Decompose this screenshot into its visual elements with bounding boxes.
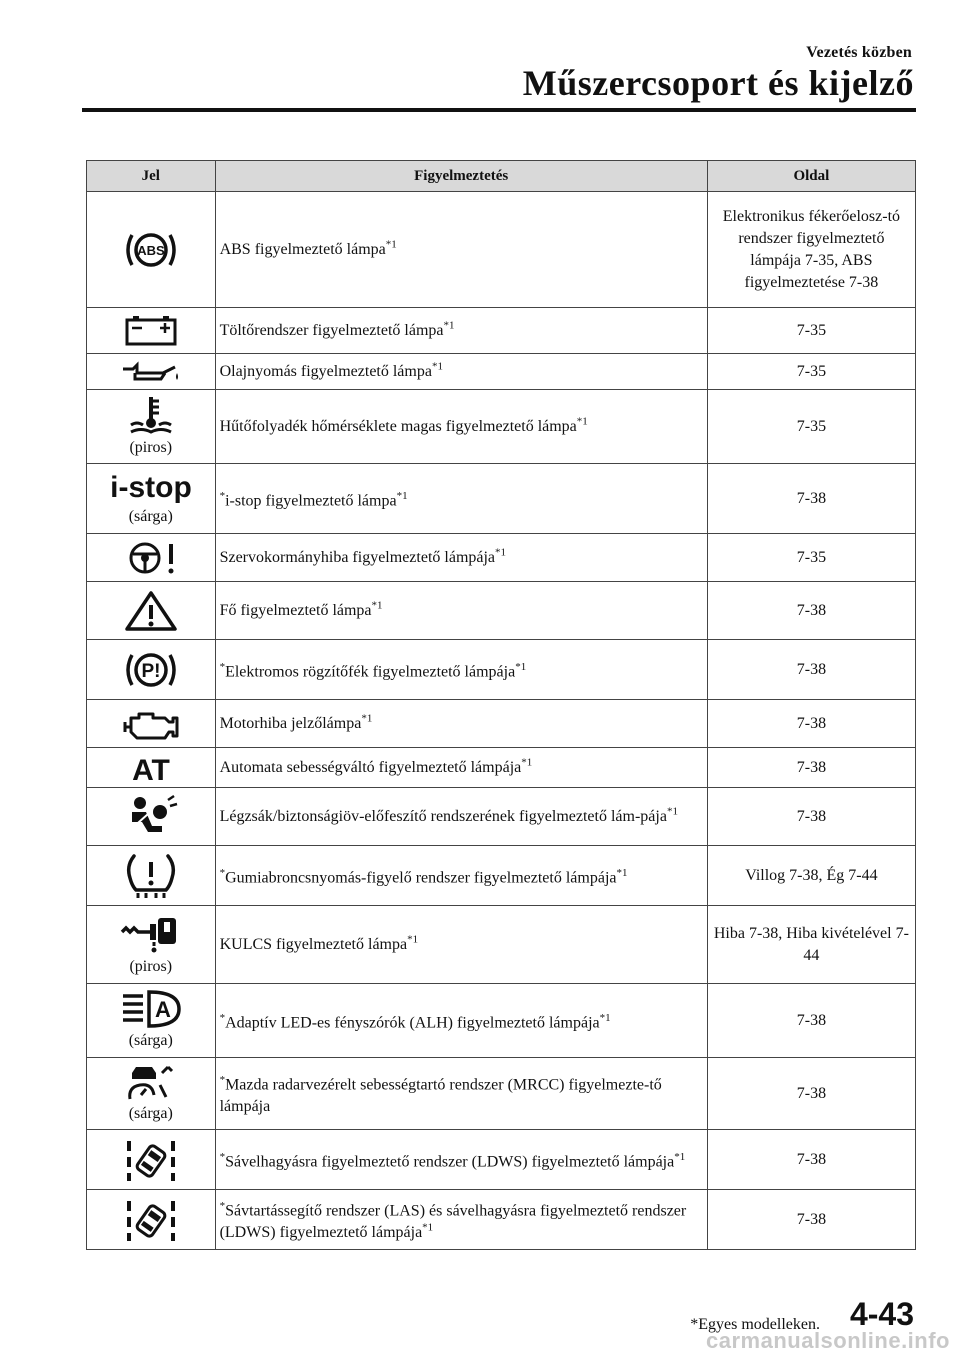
warning-text: Sávelhagyásra figyelmeztető rendszer (LDWS) figyelmeztető lámpája: [225, 1153, 675, 1171]
footnote-ref: *1: [495, 546, 507, 559]
table-row: [87, 700, 916, 748]
table-row: [87, 192, 916, 308]
footnote-ref: *1: [361, 712, 373, 725]
warning-text: Automata sebességváltó figyelmeztető lámpája: [219, 758, 522, 776]
section-label: Vezetés közben: [806, 44, 912, 61]
table-row: [87, 582, 916, 640]
page-reference: 7-38: [707, 582, 915, 640]
model-asterisk: *: [219, 1199, 226, 1212]
header-divider: [82, 108, 916, 112]
oil-pressure-icon: [119, 361, 183, 383]
automatic-transmission-icon: [123, 753, 179, 787]
abs-warning-icon: [119, 227, 183, 273]
lamp-color-note: (sárga): [128, 507, 173, 525]
footnote-ref: *1: [371, 599, 383, 612]
table-row: [87, 748, 916, 788]
warning-text: Olajnyomás figyelmeztető lámpa: [219, 362, 432, 380]
table-row: [87, 1058, 916, 1130]
page-reference: 7-38: [707, 1190, 915, 1250]
table-row: [87, 354, 916, 390]
radar-cruise-control-icon: [122, 1063, 180, 1101]
footnote-ref: *1: [599, 1011, 611, 1024]
footnote-ref: *1: [674, 1150, 686, 1163]
warning-text: Motorhiba jelzőlámpa: [219, 714, 362, 732]
electric-parking-brake-icon: [119, 647, 183, 693]
footnote-ref: *1: [576, 415, 588, 428]
model-asterisk: *: [219, 489, 226, 502]
battery-charging-icon: [123, 314, 179, 348]
power-steering-icon: [123, 540, 179, 576]
airbag-seatbelt-pretensioner-icon: [122, 794, 180, 840]
table-row: [87, 1190, 916, 1250]
page-reference: 7-35: [707, 354, 915, 390]
watermark: carmanualsonline.info: [706, 1328, 950, 1353]
column-header-symbol: Jel: [87, 161, 216, 192]
warning-text: Fő figyelmeztető lámpa: [219, 601, 372, 619]
model-asterisk: *: [219, 1073, 226, 1086]
warning-text: Hűtőfolyadék hőmérséklete magas figyelmeztető lámpa: [219, 417, 577, 435]
warning-lights-table: [86, 160, 916, 1250]
lane-departure-warning-icon: [123, 1137, 179, 1183]
page-reference: 7-38: [707, 640, 915, 700]
table-row: [87, 464, 916, 534]
footnote-ref: *1: [431, 360, 443, 373]
page-title: Műszercsoport és kijelző: [522, 63, 914, 103]
master-warning-icon: [124, 589, 178, 633]
page-reference: 7-35: [707, 390, 915, 464]
footnote-ref: *1: [443, 319, 455, 332]
table-row: [87, 1130, 916, 1190]
footnote: *Egyes modelleken.: [690, 1316, 820, 1333]
footnote-ref: *1: [422, 1221, 434, 1234]
warning-text: Gumiabroncsnyomás-figyelő rendszer figyelmeztető lámpája: [225, 869, 617, 887]
footnote-ref: *1: [396, 489, 408, 502]
warning-text: Adaptív LED-es fényszórók (ALH) figyelmeztető lámpája: [225, 1014, 600, 1032]
table-row: [87, 984, 916, 1058]
footnote-ref: *1: [515, 660, 527, 673]
column-header-warning: Figyelmeztetés: [215, 161, 707, 192]
footnote-ref: *1: [385, 238, 397, 251]
page-reference: Elektronikus fékerőelosz-tó rendszer figyelmeztető lámpája 7-35, ABS figyelmeztetése 7-38: [707, 192, 915, 308]
warning-text: Mazda radarvezérelt sebességtartó rendszer (MRCC) figyelmezte-tő lámpája: [219, 1076, 662, 1116]
warning-text: KULCS figyelmeztető lámpa: [219, 935, 408, 953]
table-row: [87, 906, 916, 984]
model-asterisk: *: [219, 1011, 226, 1024]
adaptive-led-headlight-icon: [119, 990, 183, 1028]
page-reference: 7-35: [707, 534, 915, 582]
lane-keep-assist-icon: [123, 1197, 179, 1243]
svg-text:AT: AT: [131, 753, 170, 787]
svg-text:ABS: ABS: [137, 242, 165, 258]
page-reference: 7-38: [707, 788, 915, 846]
table-row: [87, 308, 916, 354]
svg-text:i-stop: i-stop: [109, 470, 192, 504]
page-reference: Hiba 7-38, Hiba kivételével 7-44: [707, 906, 915, 984]
model-asterisk: *: [219, 866, 226, 879]
page-reference: 7-38: [707, 700, 915, 748]
coolant-temperature-icon: [127, 395, 175, 435]
lamp-color-note: (sárga): [128, 1031, 173, 1049]
model-asterisk: *: [219, 1150, 226, 1163]
table-row: [87, 846, 916, 906]
page-reference: 7-38: [707, 1058, 915, 1130]
footnote-ref: *1: [407, 933, 419, 946]
page-reference: 7-38: [707, 984, 915, 1058]
warning-text: Szervokormányhiba figyelmeztető lámpája: [219, 548, 496, 566]
warning-text: Elektromos rögzítőfék figyelmeztető lámpája: [225, 663, 516, 681]
lamp-color-note: (piros): [129, 438, 173, 456]
lamp-color-note: (piros): [129, 957, 173, 975]
svg-text:P!: P!: [141, 660, 161, 682]
table-row: [87, 390, 916, 464]
tire-pressure-icon: [122, 852, 180, 900]
page-reference: 7-38: [707, 748, 915, 788]
table-header-row: [87, 161, 916, 192]
warning-text: Légzsák/biztonságiöv-előfeszítő rendszerének figyelmeztető lám-pája: [219, 807, 667, 825]
model-asterisk: *: [219, 660, 226, 673]
warning-text: Töltőrendszer figyelmeztető lámpa: [219, 321, 444, 339]
i-stop-icon: [109, 470, 192, 504]
page-number: 4-43: [849, 1296, 914, 1332]
warning-text: Sávtartássegítő rendszer (LAS) és sávelhagyásra figyelmeztető rendszer (LDWS) figyelmeztető lámpája: [219, 1202, 687, 1242]
lamp-color-note: (sárga): [128, 1104, 173, 1122]
column-header-page: Oldal: [707, 161, 915, 192]
warning-text: i-stop figyelmeztető lámpa: [225, 492, 397, 510]
table-row: [87, 534, 916, 582]
footnote-ref: *1: [616, 866, 628, 879]
page-reference: 7-38: [707, 464, 915, 534]
page-reference: 7-38: [707, 1130, 915, 1190]
check-engine-icon: [121, 708, 181, 740]
table-row: [87, 788, 916, 846]
table-row: [87, 640, 916, 700]
footnote-ref: *1: [666, 805, 678, 818]
footnote-ref: *1: [521, 756, 533, 769]
page-reference: Villog 7-38, Ég 7-44: [707, 846, 915, 906]
key-warning-icon: [120, 912, 182, 954]
svg-text:A: A: [154, 996, 171, 1022]
page-reference: 7-35: [707, 308, 915, 354]
warning-text: ABS figyelmeztető lámpa: [219, 240, 386, 258]
